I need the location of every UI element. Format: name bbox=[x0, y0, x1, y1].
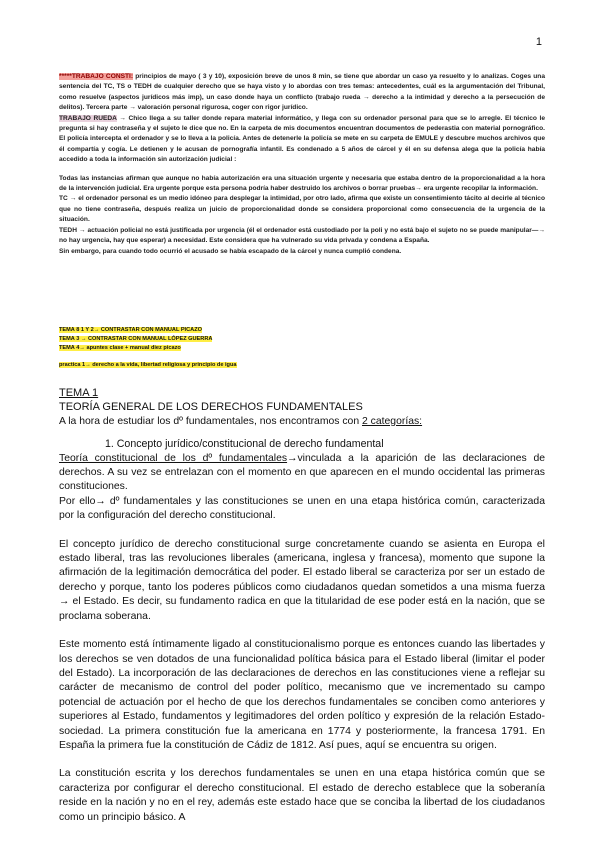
trabajo-consti-note bbox=[59, 72, 545, 114]
paragraph-por-ello: Por ello→ dº fundamentales y las constituciones se unen en una etapa histórica común, caracterizada por la configuración del derecho constitucional. bbox=[59, 495, 545, 522]
note-paragraph-sin-embargo: Sin embargo, para cuando todo ocurrió el acusado se había escapado de la cárcel y nunca cumplió condena. bbox=[59, 247, 402, 255]
paragraph-constitucionalismo: Este momento está íntimamente ligado al constitucionalismo porque es entonces cuando las libertades y los derechos se ven dotados de una funcionalidad política básica para el Estado liberal (limitar el poder del Estado). La incorporación de las declaraciones de derechos en las constituciones viene a reflejar su carácter de mecanismo de control del poder político, mecanismo que ve incrementado su campo potencial de actuación por el hecho de que los derechos fundamentales se conciben como anteriores y superiores al Estado, fundamentos y legitimadores del orden político y expresión de la relación Estado- sociedad. La primera constitución fue la americana en 1774 y posteriormente, la francesa 1791. En España la primera fue la constitución de Cádiz de 1812. Así pues, aquí se encuentra su origen. bbox=[59, 639, 545, 751]
yellow-note: TEMA 3 → CONTRASTAR CON MANUAL LÓPEZ GUERRA bbox=[59, 336, 213, 343]
paragraph-teoria: Teoría constitucional de los dº fundamentales→vinculada a la aparición de las declaraciones de derechos. A su vez se entrelazan con el momento en que aparecen en el mundo occidental las primeras constituciones. bbox=[59, 452, 545, 493]
trabajo-consti-text: principios de mayo ( 3 y 10), exposición breve de unos 8 min, se tiene que abordar un caso ya resuelto y lo analizas. Coges una sentencia del TC, TS o TEDH de cualquier derecho que se haya visto y lo abordas con tres temas: antecedentes, cuál es la argumentación del Tribunal, como resuelve (aspectos jurídicos más imp), un caso donde haya un conflicto (trabajo rueda → derecho a la intimidad y derecho a la persecución de delitos). Tercera parte → valoración personal rigurosa, coger con rigor jurídico. bbox=[59, 73, 545, 112]
note-paragraph-tedh: TEDH → actuación policial no está justificada por urgencia (él el ordenador está custodiado por la poli y no está bajo el sujeto no se puede manipular—→ no hay urgencia, hay que esperar) a necesidad. Este considera que ha vulnerado su vida privada y condena a España. bbox=[59, 226, 545, 245]
note-paragraph-tc: TC → el ordenador personal es un medio idóneo para desplegar la intimidad, por otro lado, afirma que existe un consentimiento tácito al decirle al técnico que no tiene contraseña, después realiza un juicio de proporcionalidad donde se considera proporcional como consecuencia de la urgencia de la situación. bbox=[59, 195, 545, 224]
yellow-note: TEMA 8 1 Y 2→ CONTRASTAR CON MANUAL PICAZO bbox=[59, 327, 202, 333]
trabajo-rueda-text: → Chico llega a su taller donde repara material informático, y llega con su ordenador personal para que se lo arregle. El técnico le pregunta si hay contraseña y el sujeto le dice que no. En la carpeta de mis documentos encuentran documentos de pederastia con material pornográfico. El policía intercepta el ordenador y se lo lleva a la policía. Antes de detenerle la policía se mete en su carpeta de EMULE y descubre muchos archivos que él compartía y cogía. Le detienen y le acusan de pornografía infantil. Es condenado a 5 años de cárcel y él en su defensa alega que la policía había accedido a toda la información sin autorización judicial : bbox=[59, 114, 546, 164]
page-number: 1 bbox=[535, 36, 542, 48]
paragraph-concepto: El concepto jurídico de derecho constitucional surge concretamente cuando se asienta en Europa el estado liberal, tras las revoluciones liberales (americana, inglesa y francesa), momento que supone la afirmación de la legitimación democrática del poder. El estado liberal se caracteriza por ser un estado de derecho y porque, tanto los poderes públicos como ciudadanos quedan sometidos a una misma fuerza → el Estado. Es decir, su fundamento radica en que la titularidad de ese poder está en la nación, que se proclama soberana. bbox=[59, 538, 545, 622]
practica-note: practica 1→ derecho a la vida, libertad religiosa y principio de igua bbox=[59, 361, 237, 368]
tema-title: TEORÍA GENERAL DE LOS DERECHOS FUNDAMENTALES bbox=[59, 401, 363, 414]
trabajo-rueda-note bbox=[59, 114, 545, 166]
tema-number: TEMA 1 bbox=[59, 387, 99, 399]
yellow-notes bbox=[59, 326, 545, 370]
trabajo-consti-label: *****TRABAJO CONSTI: bbox=[59, 73, 134, 80]
tema-section bbox=[59, 386, 545, 825]
note-paragraph-instancias: Todas las instancias afirman que aunque no había autorización era una situación urgente y necesaria que estaba dentro de la proporcionalidad a la hora de la intervención judicial. Era urgente porque esta persona podría haber destruido los archivos o borrar pruebas→ era urgente recopilar la información. bbox=[59, 174, 545, 193]
tema-intro: A la hora de estudiar los dº fundamentales, nos encontramos con 2 categorías: bbox=[59, 415, 423, 427]
trabajo-rueda-label: TRABAJO RUEDA bbox=[59, 114, 117, 122]
section-heading: 1. Concepto jurídico/constitucional de derecho fundamental bbox=[105, 438, 384, 451]
yellow-note: TEMA 4→ apuntes clase + manual diez picazo bbox=[59, 345, 181, 352]
paragraph-constitucion-escrita: La constitución escrita y los derechos fundamentales se unen en una etapa histórica común que se caracteriza por configurar el derecho constitucional. El estado de derecho establece que la soberanía reside en la nación y no en el rey, además este estado hace que se conciba la libertad de los ciudadanos como un principio básico. A bbox=[59, 768, 545, 823]
notes-block bbox=[59, 72, 545, 257]
